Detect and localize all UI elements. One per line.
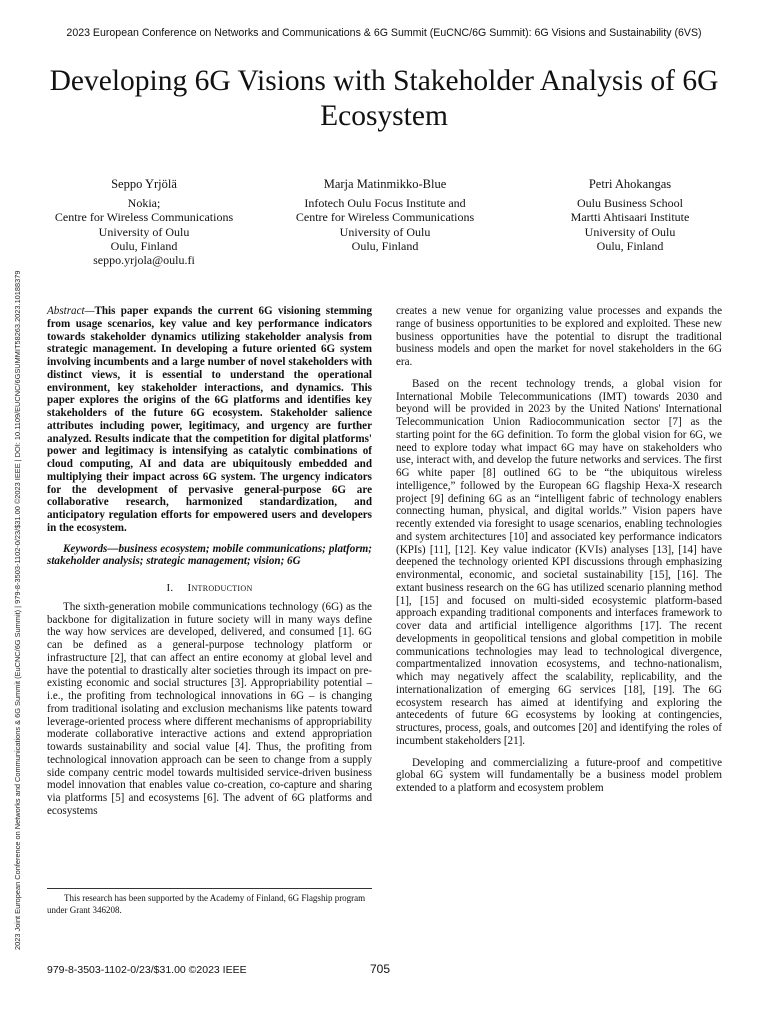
section-number: I.	[166, 582, 174, 594]
body-paragraph: Developing and commercializing a future-proof and competitive global 6G system will fundamentally be a business model problem extended to a platform and ecosystem problem	[396, 756, 722, 794]
author-affiliation: Infotech Oulu Focus Institute and	[304, 196, 466, 211]
paper-title: Developing 6G Visions with Stakeholder Analysis of 6G Ecosystem	[49, 65, 719, 132]
author-name: Petri Ahokangas	[588, 177, 672, 191]
author-block-1	[40, 177, 248, 267]
footnote-divider	[47, 888, 372, 889]
author-location: Oulu, Finland	[596, 238, 664, 253]
abstract	[47, 305, 372, 535]
right-column	[396, 305, 722, 795]
author-location: Oulu, Finland	[351, 238, 419, 253]
author-location: Oulu, Finland	[110, 238, 178, 253]
abstract-lead: Abstract—	[47, 305, 95, 317]
footer-isbn: 979-8-3503-1102-0/23/$31.00 ©2023 IEEE	[47, 964, 247, 976]
footnote: This research has been supported by the Academy of Finland, 6G Flagship program under Grant 346208.	[47, 893, 366, 915]
author-name: Seppo Yrjölä	[111, 177, 177, 191]
section-heading	[47, 582, 372, 595]
abstract-body: This paper expands the current 6G visioning stemming from usage scenarios, key value and key performance indicators towards stakeholder dynamics utilizing stakeholder analysis from strategic management. In developing a future oriented 6G system involving incumbents and a large number of novel stakeholders with distinct views, it is essential to understand the operational environment, key stakeholder interactions, and dynamics. This paper explores the origins of the 6G platforms and identifies key stakeholders of the future 6G ecosystem. Stakeholder salience attributes including power, legitimacy, and urgency are further analyzed. Results indicate that the competition for digital platforms' power and legitimacy is intensifying as catalytic combinations of cloud computing, AI and data are ubiquitously embedded and multiplying their impact across 6G system. The urgency indicators for the development of pervasive general-purpose 6G are collaborative research, harmonized standardization, and anticipatory regulation efforts for empowered users and developers in the ecosystem.	[47, 305, 372, 534]
author-block-3	[530, 177, 730, 253]
author-affiliation: Martti Ahtisaari Institute	[570, 210, 690, 225]
author-affiliation: University of Oulu	[98, 224, 190, 239]
body-paragraph: Based on the recent technology trends, a global vision for International Mobile Telecommunications (IMT) towards 2030 and beyond will be provided in 2023 by the United Nations' International Telecommunication Union Radiocommunication sector [7] as the starting point for the 6G definition. To form the global vision for 6G, we need to explore today what impact 6G may have on stakeholders who use, interact with, and develop the future networks and services. The first 6G white paper [8] outlined 6G to be “the ubiquitous wireless intelligence,” followed by the European 6G flagship Hexa-X research project [9] defining 6G as an “intelligent fabric of technology enablers connecting human, physical, and digital worlds.” Vision papers have recently extended via foresight to usage scenarios, enabling technologies and system architectures [10] and associated key performance indicators (KPIs) [11], [12]. Key value indicator (KVIs) analyses [13], [14] have deepened the technology oriented KPI discussions through emphasizing environmental, economic, and societal sustainability [15], [16]. The extant business research on the 6G has utilized scenario planning method [1], [15] and focused on multi-sided ecosystemic platform-based approach expanding traditional components and interfaces framework to cover data and artificial intelligence algorithms [17]. The recent developments in geopolitical tensions and global competition in mobile communications technologies may lead to technological divergence, compartmentalized innovation ecosystems, and techno-nationalism, which may negatively affect the scalability, replicability, and the internationalization of emerging 6G services [18], [19]. The 6G ecosystem research has aimed at identifying and exploring the antecedents of future 6G ecosystems by looking at contingencies, structures, process, goals, and outcomes [20] and identifying the roles of incumbent stakeholders [21].	[396, 377, 722, 747]
author-affiliation: Oulu Business School	[576, 196, 683, 211]
side-doi-text: 2023 Joint European Conference on Networks and Communications & 6G Summit (EuCNC/6G Summit) | 979-8-3503-1102-0/23/$31.00 ©2023 IEEE | DOI: 10.1109/EUCNC/6GSUMMIT58263.2023.10188379	[13, 270, 22, 950]
author-email: seppo.yrjola@oulu.fi	[93, 253, 195, 268]
author-affiliation: Nokia;	[127, 196, 161, 211]
author-affiliation: Centre for Wireless Communications	[295, 210, 475, 225]
section-title: Introduction	[187, 582, 253, 594]
keywords: Keywords—business ecosystem; mobile communications; platform; stakeholder analysis; strategic management; vision; 6G	[47, 542, 372, 568]
page-number: 705	[370, 962, 391, 976]
body-paragraph: The sixth-generation mobile communications technology (6G) as the backbone for digitalization in future society will in many ways define the way how services are developed, delivered, and consumed [1]. 6G can be defined as a general-purpose technology platform or infrastructure [2], that can affect an entire economy at global level and have the potential to drastically alter societies through its impact on pre-existing economic and social structures [3]. Appropriability potential – i.e., the profiting from technological innovations in 6G – is changing from traditional isolating and exclusion mechanisms like patents toward leverage-oriented process where different mechanisms of appropriability moderate collaborative interactive actions and extend appropriation towards sustainability and social value [4]. Thus, the profiting from technological innovation approach can be seen to change from a supply side company centric model towards multisided service-driven business model innovation that enables value co-creation, co-capture and sharing via platforms [5] and ecosystems [6]. The advent of 6G platforms and ecosystems	[47, 600, 372, 817]
left-column	[47, 305, 372, 818]
author-block-2	[270, 177, 500, 253]
author-affiliation: University of Oulu	[339, 224, 431, 239]
author-affiliation: Centre for Wireless Communications	[54, 210, 234, 225]
body-paragraph: creates a new venue for organizing value processes and expands the range of business opportunities to be explored and exploited. These new business opportunities have the potential to disrupt the traditional business models and open the market for novel stakeholders in the 6G era.	[396, 305, 722, 368]
author-affiliation: University of Oulu	[584, 224, 676, 239]
author-name: Marja Matinmikko-Blue	[323, 177, 447, 191]
conference-header: 2023 European Conference on Networks and Communications & 6G Summit (EuCNC/6G Summit): 6G Visions and Sustainability (6VS)	[66, 27, 702, 39]
